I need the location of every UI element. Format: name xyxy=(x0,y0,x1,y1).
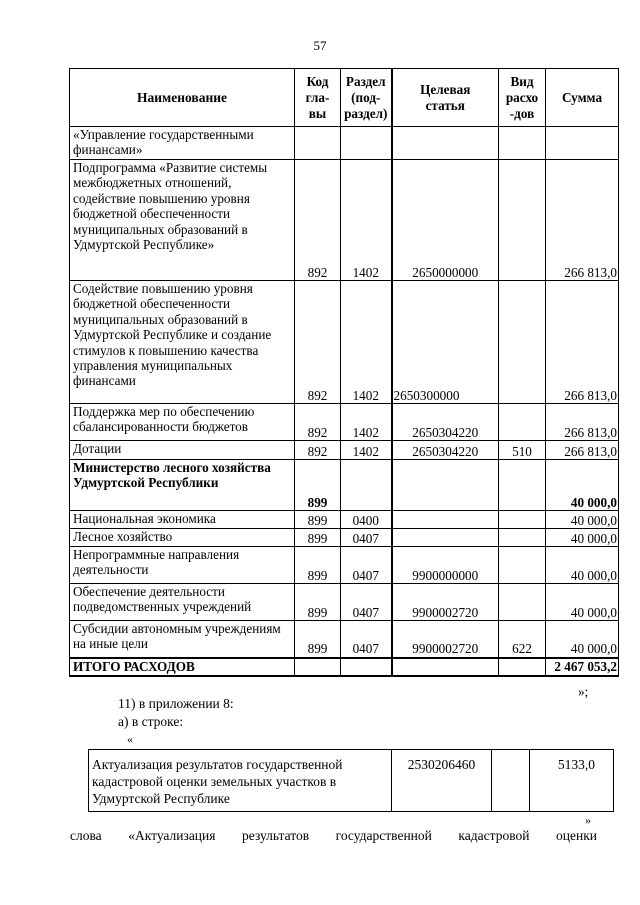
total-empty-cell xyxy=(295,658,341,676)
row-type xyxy=(499,547,546,584)
row-name: Непрограммные направления деятельности xyxy=(70,547,295,584)
row-amount: 40 000,0 xyxy=(546,511,619,529)
total-amount: 2 467 053,2 xyxy=(546,658,619,676)
total-row xyxy=(70,658,619,676)
row-article: 2650304220 xyxy=(392,441,499,460)
row-section xyxy=(341,460,392,511)
row-amount: 40 000,0 xyxy=(546,547,619,584)
quoted-row-article: 2530206460 xyxy=(392,750,492,812)
table-row xyxy=(70,441,619,460)
row-code: 892 xyxy=(295,281,341,404)
row-amount: 266 813,0 xyxy=(546,404,619,441)
row-code: 899 xyxy=(295,460,341,511)
row-code: 899 xyxy=(295,621,341,658)
table-row xyxy=(70,281,619,404)
body-text-line: слова «Актуализация результатов государственной кадастровой оценки xyxy=(70,828,597,843)
row-article xyxy=(392,460,499,511)
row-type xyxy=(499,160,546,281)
quoted-row-name: Актуализация результатов государственной кадастровой оценки земельных участков в Удмуртской Республике xyxy=(89,750,392,812)
header-article: Целевая статья xyxy=(392,69,499,127)
row-amount: 266 813,0 xyxy=(546,281,619,404)
row-type xyxy=(499,281,546,404)
row-code: 899 xyxy=(295,547,341,584)
row-type xyxy=(499,529,546,547)
total-empty-cell xyxy=(392,658,499,676)
row-section: 0407 xyxy=(341,547,392,584)
row-name: Национальная экономика xyxy=(70,511,295,529)
header-type: Вид расхо -дов xyxy=(499,69,546,127)
instruction-item: 11) в приложении 8: xyxy=(118,696,234,711)
row-code: 899 xyxy=(295,584,341,621)
table-row xyxy=(70,584,619,621)
header-section: Раздел (под- раздел) xyxy=(341,69,392,127)
table-header-row xyxy=(70,69,619,127)
closing-quote: »; xyxy=(578,684,589,699)
row-section: 1402 xyxy=(341,441,392,460)
row-name: «Управление государственными финансами» xyxy=(70,127,295,160)
row-article: 2650000000 xyxy=(392,160,499,281)
row-section: 0407 xyxy=(341,529,392,547)
row-name: Министерство лесного хозяйства Удмуртской Республики xyxy=(70,460,295,511)
row-name: Поддержка мер по обеспечению сбалансированности бюджетов xyxy=(70,404,295,441)
row-amount: 40 000,0 xyxy=(546,460,619,511)
row-article xyxy=(392,127,499,160)
row-section: 1402 xyxy=(341,404,392,441)
table-row xyxy=(89,750,614,812)
row-name: Дотации xyxy=(70,441,295,460)
row-article: 2650304220 xyxy=(392,404,499,441)
row-article: 9900002720 xyxy=(392,621,499,658)
expenditure-table xyxy=(69,68,619,677)
row-code: 892 xyxy=(295,441,341,460)
table-row xyxy=(70,621,619,658)
row-amount: 266 813,0 xyxy=(546,160,619,281)
row-type: 622 xyxy=(499,621,546,658)
row-article: 9900002720 xyxy=(392,584,499,621)
row-name: Субсидии автономным учреждениям на иные цели xyxy=(70,621,295,658)
row-section xyxy=(341,127,392,160)
row-code: 899 xyxy=(295,529,341,547)
table-row xyxy=(70,547,619,584)
table-row xyxy=(70,511,619,529)
row-section: 1402 xyxy=(341,281,392,404)
row-article: 9900000000 xyxy=(392,547,499,584)
closing-quote: » xyxy=(585,813,591,827)
total-empty-cell xyxy=(499,658,546,676)
row-type xyxy=(499,511,546,529)
row-name: Лесное хозяйство xyxy=(70,529,295,547)
row-section: 0407 xyxy=(341,584,392,621)
opening-quote: « xyxy=(127,732,133,746)
quoted-row-amount: 5133,0 xyxy=(530,750,614,812)
table-row xyxy=(70,404,619,441)
total-empty-cell xyxy=(341,658,392,676)
quoted-row-table xyxy=(88,749,614,812)
row-code: 892 xyxy=(295,160,341,281)
table-row xyxy=(70,460,619,511)
header-name: Наименование xyxy=(70,69,295,127)
row-section: 1402 xyxy=(341,160,392,281)
table-row xyxy=(70,160,619,281)
row-name: Подпрограмма «Развитие системы межбюджетных отношений, содействие повышению уровня бюджетной обеспеченности муниципальных образований в Удмуртской Республике» xyxy=(70,160,295,281)
row-name: Обеспечение деятельности подведомственных учреждений xyxy=(70,584,295,621)
row-article xyxy=(392,511,499,529)
header-code: Код гла- вы xyxy=(295,69,341,127)
header-amount: Сумма xyxy=(546,69,619,127)
row-amount: 40 000,0 xyxy=(546,621,619,658)
table-row xyxy=(70,529,619,547)
total-label: ИТОГО РАСХОДОВ xyxy=(70,658,295,676)
row-amount: 266 813,0 xyxy=(546,441,619,460)
row-article xyxy=(392,529,499,547)
row-type xyxy=(499,460,546,511)
row-amount xyxy=(546,127,619,160)
row-code: 892 xyxy=(295,404,341,441)
row-name: Содействие повышению уровня бюджетной обеспеченности муниципальных образований в Удмуртской Республике и создание стимулов к повышению качества управления муниципальных финансами xyxy=(70,281,295,404)
row-code: 899 xyxy=(295,511,341,529)
row-type xyxy=(499,404,546,441)
quoted-row-type xyxy=(492,750,530,812)
instruction-subitem: а) в строке: xyxy=(118,714,184,729)
row-type xyxy=(499,127,546,160)
row-section: 0407 xyxy=(341,621,392,658)
row-article: 2650300000 xyxy=(392,281,499,404)
row-type xyxy=(499,584,546,621)
table-row xyxy=(70,127,619,160)
row-amount: 40 000,0 xyxy=(546,584,619,621)
row-type: 510 xyxy=(499,441,546,460)
row-code xyxy=(295,127,341,160)
row-section: 0400 xyxy=(341,511,392,529)
row-amount: 40 000,0 xyxy=(546,529,619,547)
page-number: 57 xyxy=(313,38,327,53)
